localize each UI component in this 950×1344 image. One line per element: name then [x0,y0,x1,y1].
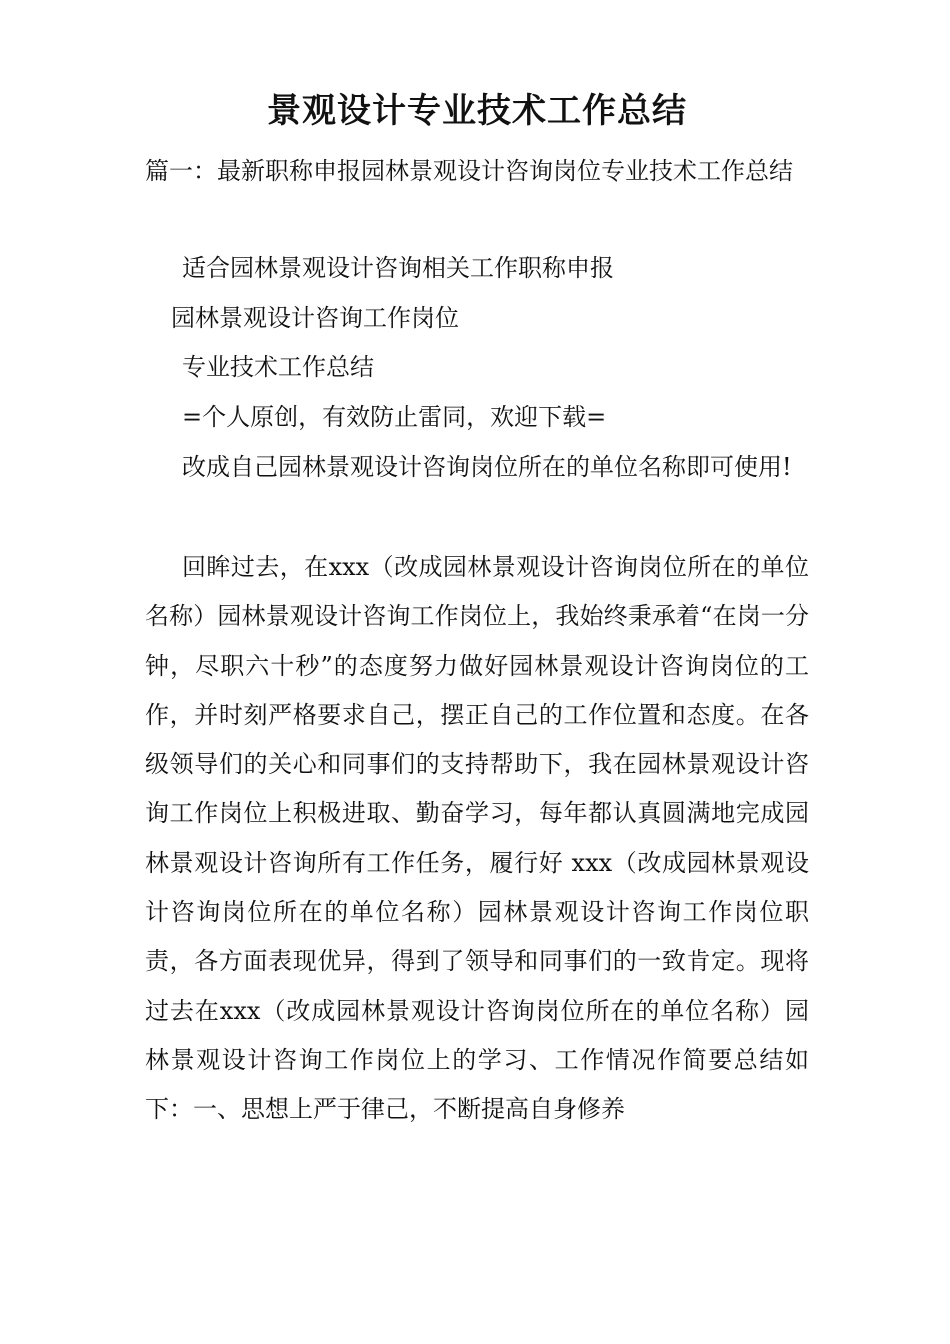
section-heading: 篇一：最新职称申报园林景观设计咨询岗位专业技术工作总结 [145,157,793,185]
line-position: 园林景观设计咨询工作岗位 [171,304,459,332]
line-applicable: 适合园林景观设计咨询相关工作职称申报 [182,254,614,282]
body-paragraph: 回眸过去，在xxx（改成园林景观设计咨询岗位所在的单位名称）园林景观设计咨询工作岗位上，我始终秉承着“在岗一分钟，尽职六十秒”的态度努力做好园林景观设计咨询岗位的工作，并时刻严格要求自己，摆正自己的工作位置和态度。在各级领导们的关心和同事们的支持帮助下，我在园林景观设计咨询工作岗位上积极进取、勤奋学习，每年都认真圆满地完成园林景观设计咨询所有工作任务，履行好 xxx（改成园林景观设计咨询岗位所在的单位名称）园林景观设计咨询工作岗位职责，各方面表现优异，得到了领导和同事们的一致肯定。现将过去在xxx（改成园林景观设计咨询岗位所在的单位名称）园林景观设计咨询工作岗位上的学习、工作情况作简要总结如下：一、思想上严于律己，不断提高自身修养 [145,553,809,1124]
line-original-note: =个人原创，有效防止雷同，欢迎下载= [182,403,607,431]
document-title: 景观设计专业技术工作总结 [267,91,687,131]
line-summary-label: 专业技术工作总结 [182,353,374,381]
line-usage-note: 改成自己园林景观设计咨询岗位所在的单位名称即可使用! [182,453,792,481]
